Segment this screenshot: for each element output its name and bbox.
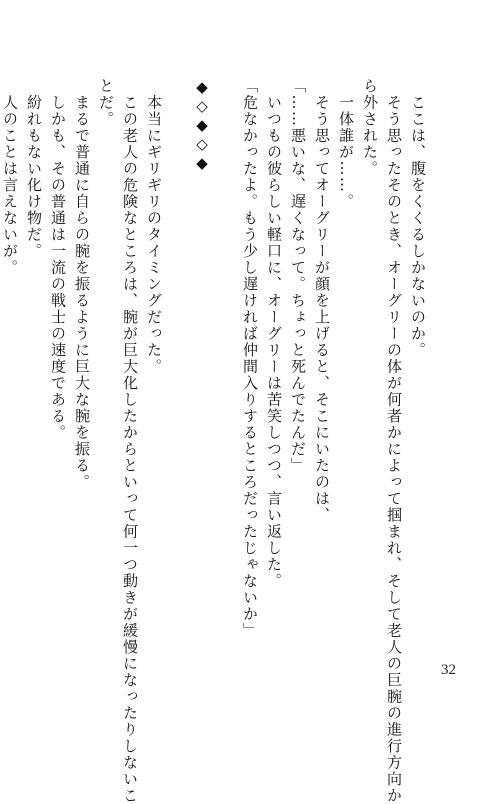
- blank-line: [214, 78, 238, 618]
- scene-separator: ◆◇◆◇◆: [193, 78, 211, 173]
- text-line: しかも、その普通は一流の戦士の速度である。: [49, 78, 67, 441]
- text-line: 「……悪いな、遅くなって。ちょっと死んでたんだ」: [289, 78, 307, 474]
- text-line: いつもの彼らしい軽口に、オーグリーは苦笑しつつ、言い返した。: [265, 78, 283, 590]
- text-line: 「危なかったよ。もう少し遅ければ仲間入りするところだったじゃないか」: [241, 78, 259, 639]
- text-line: 本当にギリギリのタイミングだった。: [145, 78, 163, 375]
- text-line: そう思ってオーグリーが顔を上げると、そこにいたのは、: [313, 78, 331, 524]
- blank-line: [166, 78, 190, 618]
- text-line: 人のことは言えないが。: [1, 78, 19, 276]
- text-line: まるで普通に自らの腕を振るように巨大な腕を振る。: [73, 78, 91, 491]
- text-line: とだ。: [97, 78, 115, 128]
- text-line: ら外された。: [361, 78, 379, 177]
- text-line: 紛れもない化け物だ。: [25, 78, 43, 260]
- text-line: そう思ったそのとき、オーグリーの体が何者かによって掴まれ、そして老人の巨腕の進行方向か: [385, 78, 403, 804]
- vertical-text-body: [0, 78, 430, 804]
- page-number: 32: [441, 662, 456, 678]
- text-line: この老人の危険なところは、腕が巨大化したからといって何一つ動きが緩慢になったりしないこ: [121, 78, 139, 804]
- text-line: 一体誰が……。: [337, 78, 355, 210]
- text-line: ここは、腹をくくるしかないのか。: [409, 78, 427, 359]
